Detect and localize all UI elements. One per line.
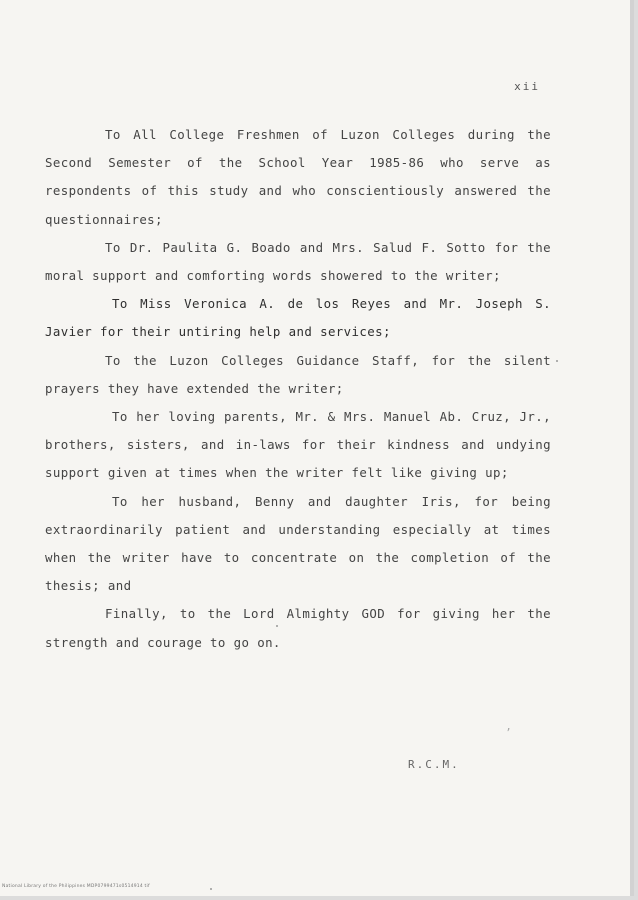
- speck: [276, 625, 278, 627]
- acknowledgment-paragraph: To Miss Veronica A. de los Reyes and Mr. Joseph S. Javier for their untiring help and services;: [45, 296, 551, 340]
- acknowledgment-paragraph: To the Luzon Colleges Guidance Staff, for the silent prayers they have extended the writer;: [45, 352, 551, 396]
- speck: [210, 888, 212, 890]
- acknowledgment-paragraph: Finally, to the Lord Almighty GOD for giving her the strength and courage to go on.: [45, 606, 551, 650]
- acknowledgment-paragraph: To All College Freshmen of Luzon Colleges during the Second Semester of the School Year 1985-86 who serve as respondents of this study and who conscientiously answered the questionnaires;: [45, 127, 551, 227]
- page-number: xii: [514, 80, 540, 93]
- acknowledgment-paragraph: To her loving parents, Mr. & Mrs. Manuel Ab. Cruz, Jr., brothers, sisters, and in-laws for their kindness and undying support given at times when the writer felt like giving up;: [45, 409, 551, 481]
- speck: [556, 360, 558, 362]
- scan-footer: National Library of the Philippines MDP0799471s0514914 tif: [2, 884, 150, 889]
- acknowledgment-body: [45, 121, 551, 657]
- acknowledgment-paragraph: To Dr. Paulita G. Boado and Mrs. Salud F. Sotto for the moral support and comforting words showered to the writer;: [45, 239, 551, 284]
- acknowledgment-paragraph: To her husband, Benny and daughter Iris, for being extraordinarily patient and understanding especially at times when the writer have to concentrate on the completion of the thesis; and: [45, 493, 551, 594]
- ink-mark: ’: [505, 726, 512, 739]
- signature-initials: R.C.M.: [408, 758, 460, 771]
